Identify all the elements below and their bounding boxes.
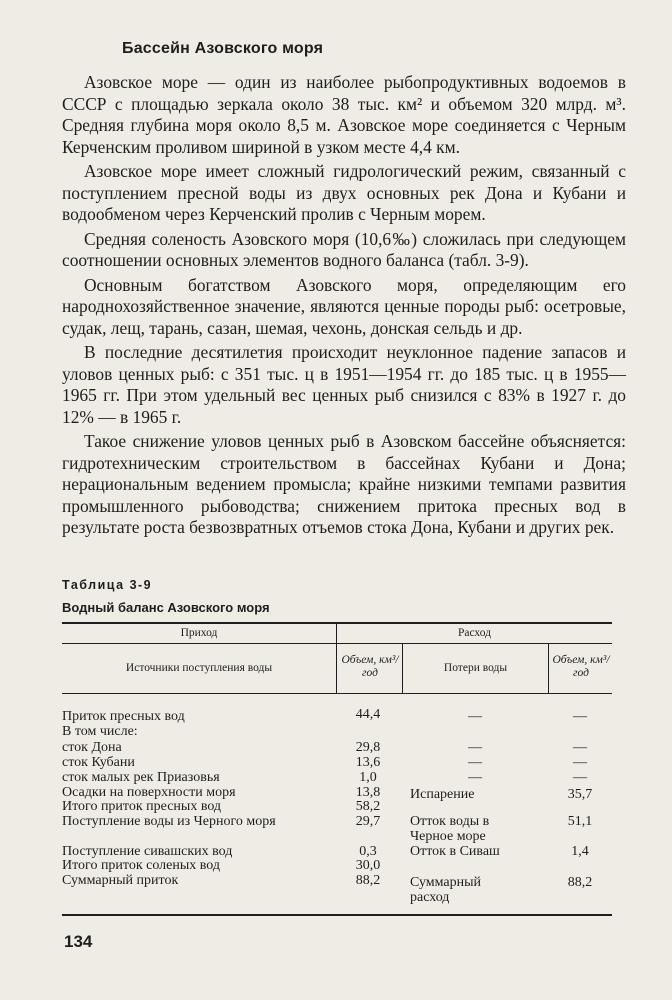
table-cell-volume-out: 1,4 (571, 844, 589, 859)
table-top-rule (62, 622, 612, 624)
table-cell-volume-out: — (573, 770, 587, 785)
header-losses: Потери воды (443, 662, 508, 674)
table-column-divider (548, 644, 549, 694)
table-cell-loss: Испарение (410, 787, 475, 802)
header-volume-out: Объем, км³/год (552, 654, 610, 679)
table-cell-loss: — (468, 770, 482, 785)
table-cell-loss: — (468, 709, 482, 724)
table-cell-loss: — (468, 740, 482, 755)
table-cell-volume-out: — (573, 740, 587, 755)
table-cell-source: сток Дона (62, 740, 122, 755)
table-cell-source: Осадки на поверхности моря (62, 785, 236, 800)
table-cell-loss: Отток воды в Черное море (410, 814, 490, 844)
table-cell-volume-in: 29,8 (355, 740, 381, 755)
header-volume-in: Объем, км³/год (341, 654, 399, 679)
table-cell-volume-in: 30,0 (355, 858, 381, 873)
table-cell-volume-out: — (573, 755, 587, 770)
table-header-bottom-rule (62, 693, 612, 694)
table-cell-volume-in: 0,3 (359, 844, 377, 859)
table-cell-source: Итого приток соленых вод (62, 858, 221, 873)
table-cell-volume-out: 35,7 (567, 787, 593, 802)
table-caption: Таблица 3-9 (62, 578, 153, 592)
section-heading: Бассейн Азовского моря (122, 40, 324, 57)
table-cell-source: Приток пресных вод (62, 709, 185, 724)
table-cell-source: сток Кубани (62, 755, 135, 770)
table-cell-volume-in: 29,7 (355, 814, 381, 829)
table-cell-volume-out: — (573, 709, 587, 724)
table-bottom-rule (62, 914, 612, 916)
table-cell-volume-in: 58,2 (355, 799, 381, 814)
body-text (62, 72, 626, 542)
table-title: Водный баланс Азовского моря (62, 600, 270, 615)
table-cell-volume-in: 13,8 (355, 785, 381, 800)
table-cell-source: В том числе: (62, 724, 138, 739)
paragraph: Азовское море — один из наиболее рыбопродуктивных водоемов в СССР с площадью зеркала около 38 тыс. км² и объемом 320 млрд. м³. Средняя глубина моря около 8,5 м. Азовское море соединяется с Черным Керченским проливом шириной в узком месте 4,4 км. (62, 72, 626, 157)
paragraph: В последние десятилетия происходит неуклонное падение запасов и уловов ценных рыб: с 351 тыс. ц в 1951—1954 гг. до 185 тыс. ц в 1955—1965 гг. При этом удельный вес ценных рыб снизился с 83% в 1927 г. до 12% — в 1965 г. (62, 342, 626, 427)
paragraph: Средняя соленость Азовского моря (10,6‰) сложилась при следующем соотношении основных элементов водного баланса (табл. 3-9). (62, 228, 626, 270)
paragraph: Азовское море имеет сложный гидрологический режим, связанный с поступлением пресной воды из двух основных рек Дона и Кубани и водообменом через Керченский пролив с Черным морем. (62, 161, 626, 224)
table-cell-loss: Отток в Сиваш (410, 844, 500, 859)
table-cell-source: Суммарный приток (62, 873, 179, 888)
table-cell-loss: — (468, 755, 482, 770)
table-cell-loss: Суммарный расход (410, 875, 482, 905)
header-expense: Расход (457, 627, 492, 639)
table-cell-volume-in: 13,6 (355, 755, 381, 770)
table-cell-volume-in: 1,0 (359, 770, 377, 785)
table-cell-source: Итого приток пресных вод (62, 799, 222, 814)
table-cell-source: Поступление сивашских вод (62, 844, 233, 859)
table-cell-source: Поступление воды из Черного моря (62, 814, 276, 829)
page-number: 134 (64, 932, 93, 951)
table-header-divider (62, 643, 612, 644)
table-cell-volume-in: 88,2 (355, 873, 381, 888)
table-cell-source: сток малых рек Приазовья (62, 770, 220, 785)
table-cell-volume-in: 44,4 (355, 707, 381, 722)
paragraph: Основным богатством Азовского моря, определяющим его народнохозяйственное значение, являются ценные породы рыб: осетровые, судак, лещ, тарань, сазан, шемая, чехонь, донская сельдь и др. (62, 274, 626, 338)
table-cell-volume-out: 51,1 (567, 814, 593, 829)
header-income: Приход (180, 627, 218, 639)
table-cell-volume-out: 88,2 (567, 875, 593, 890)
paragraph: Такое снижение уловов ценных рыб в Азовском бассейне объясняется: гидротехническим строительством в бассейнах Кубани и Дона; нерациональным ведением промысла; крайне низкими темпами развития промышленного рыбоводства; снижением притока пресных вод в результате роста безвозвратных отъемов стока Дона, Кубани и других рек. (62, 431, 626, 537)
header-sources: Источники поступления воды (125, 662, 273, 674)
